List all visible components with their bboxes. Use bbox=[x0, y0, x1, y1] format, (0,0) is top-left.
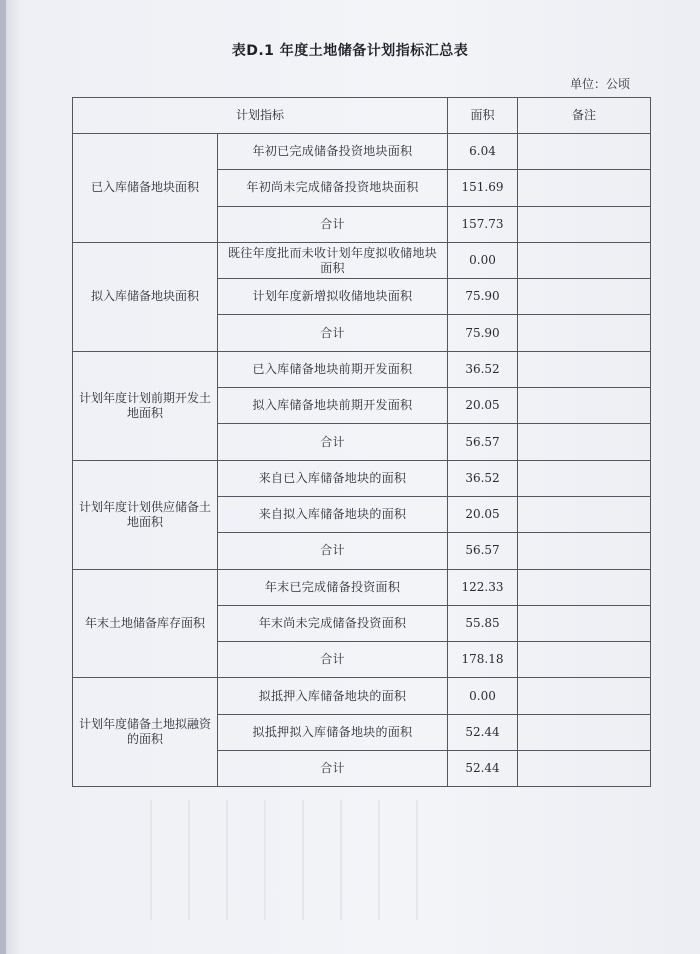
item-label: 既往年度批而未收计划年度拟收储地块面积 bbox=[218, 242, 448, 278]
group-label: 计划年度计划前期开发土地面积 bbox=[73, 351, 218, 460]
area-value: 55.85 bbox=[448, 605, 518, 641]
area-value: 52.44 bbox=[448, 751, 518, 787]
remark-cell bbox=[518, 460, 651, 496]
item-label: 合计 bbox=[218, 642, 448, 678]
bleed-through-marks bbox=[150, 800, 450, 920]
item-label: 拟抵押拟入库储备地块的面积 bbox=[218, 714, 448, 750]
area-value: 0.00 bbox=[448, 242, 518, 278]
area-value: 178.18 bbox=[448, 642, 518, 678]
area-value: 122.33 bbox=[448, 569, 518, 605]
item-label: 来自已入库储备地块的面积 bbox=[218, 460, 448, 496]
area-value: 56.57 bbox=[448, 424, 518, 460]
remark-cell bbox=[518, 279, 651, 315]
remark-cell bbox=[518, 605, 651, 641]
item-label: 合计 bbox=[218, 424, 448, 460]
table-row bbox=[73, 351, 651, 387]
table-title: 表D.1 年度土地储备计划指标汇总表 bbox=[231, 43, 469, 59]
remark-cell bbox=[518, 678, 651, 714]
area-value: 151.69 bbox=[448, 170, 518, 206]
area-value: 75.90 bbox=[448, 279, 518, 315]
item-label: 合计 bbox=[218, 315, 448, 351]
item-label: 拟抵押入库储备地块的面积 bbox=[218, 678, 448, 714]
item-label: 拟入库储备地块前期开发面积 bbox=[218, 388, 448, 424]
area-value: 56.57 bbox=[448, 533, 518, 569]
remark-cell bbox=[518, 242, 651, 278]
item-label: 合计 bbox=[218, 751, 448, 787]
table-row bbox=[73, 242, 651, 278]
remark-cell bbox=[518, 533, 651, 569]
item-label: 已入库储备地块前期开发面积 bbox=[218, 351, 448, 387]
item-label: 年初尚未完成储备投资地块面积 bbox=[218, 170, 448, 206]
item-label: 计划年度新增拟收储地块面积 bbox=[218, 279, 448, 315]
area-value: 36.52 bbox=[448, 351, 518, 387]
summary-table bbox=[72, 97, 651, 787]
item-label: 合计 bbox=[218, 206, 448, 242]
remark-cell bbox=[518, 206, 651, 242]
binding-edge bbox=[0, 0, 6, 954]
area-value: 157.73 bbox=[448, 206, 518, 242]
item-label: 年初已完成储备投资地块面积 bbox=[218, 134, 448, 170]
remark-cell bbox=[518, 134, 651, 170]
area-value: 36.52 bbox=[448, 460, 518, 496]
group-label: 已入库储备地块面积 bbox=[73, 134, 218, 243]
remark-cell bbox=[518, 642, 651, 678]
remark-cell bbox=[518, 714, 651, 750]
remark-cell bbox=[518, 569, 651, 605]
remark-cell bbox=[518, 424, 651, 460]
table-row bbox=[73, 569, 651, 605]
table-row bbox=[73, 460, 651, 496]
group-label: 计划年度储备土地拟融资的面积 bbox=[73, 678, 218, 787]
area-value: 75.90 bbox=[448, 315, 518, 351]
table-row bbox=[73, 678, 651, 714]
group-label: 年末土地储备库存面积 bbox=[73, 569, 218, 678]
item-label: 合计 bbox=[218, 533, 448, 569]
remark-cell bbox=[518, 351, 651, 387]
area-value: 52.44 bbox=[448, 714, 518, 750]
header-area: 面积 bbox=[448, 98, 518, 134]
header-indicator: 计划指标 bbox=[73, 98, 448, 134]
unit-label: 单位：公顷 bbox=[569, 77, 630, 91]
header-row bbox=[73, 98, 651, 134]
item-label: 年末尚未完成储备投资面积 bbox=[218, 605, 448, 641]
header-remark: 备注 bbox=[518, 98, 651, 134]
remark-cell bbox=[518, 496, 651, 532]
group-label: 计划年度计划供应储备土地面积 bbox=[73, 460, 218, 569]
area-value: 0.00 bbox=[448, 678, 518, 714]
area-value: 20.05 bbox=[448, 496, 518, 532]
table-body bbox=[73, 98, 651, 787]
remark-cell bbox=[518, 751, 651, 787]
item-label: 来自拟入库储备地块的面积 bbox=[218, 496, 448, 532]
remark-cell bbox=[518, 315, 651, 351]
remark-cell bbox=[518, 388, 651, 424]
group-label: 拟入库储备地块面积 bbox=[73, 242, 218, 351]
remark-cell bbox=[518, 170, 651, 206]
table-row bbox=[73, 134, 651, 170]
item-label: 年末已完成储备投资面积 bbox=[218, 569, 448, 605]
area-value: 20.05 bbox=[448, 388, 518, 424]
area-value: 6.04 bbox=[448, 134, 518, 170]
